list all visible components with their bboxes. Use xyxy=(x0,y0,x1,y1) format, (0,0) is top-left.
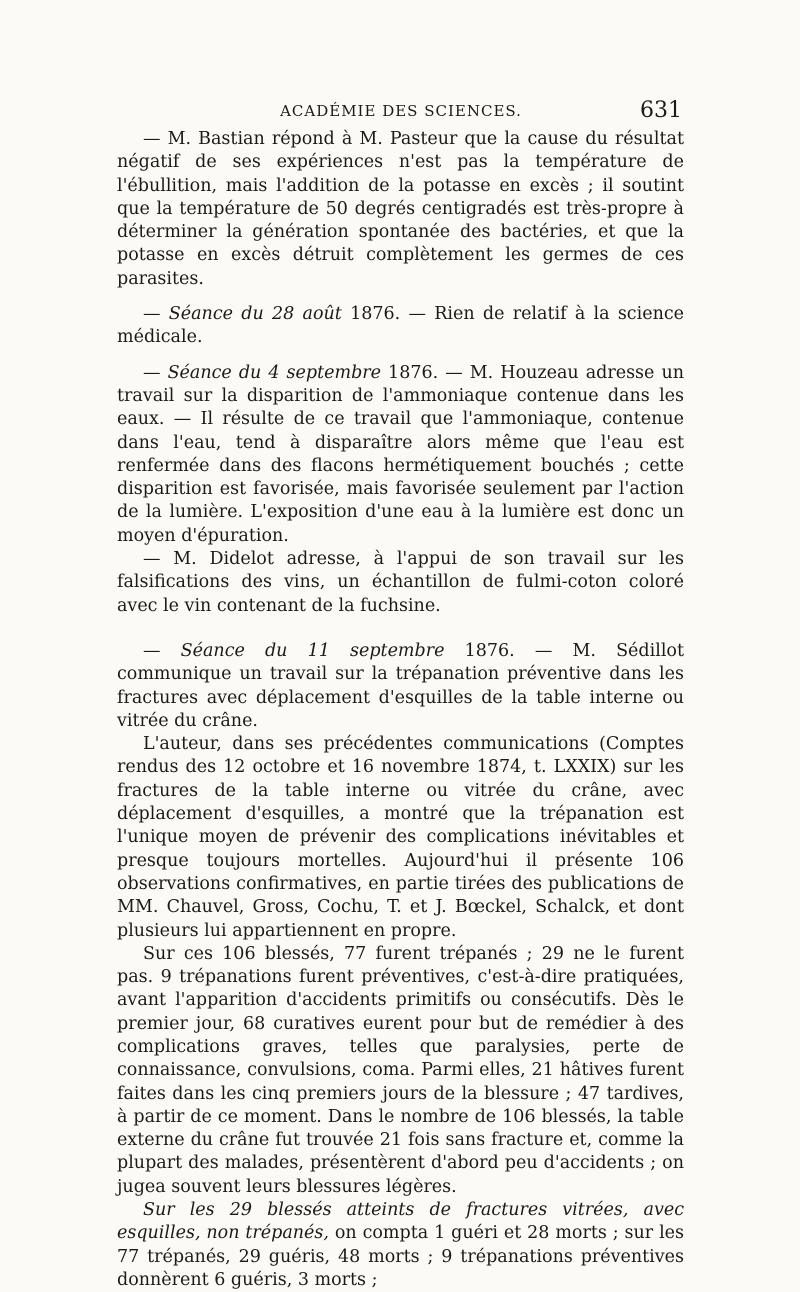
paragraph-seance-4-septembre xyxy=(117,362,684,548)
page-number: 631 xyxy=(640,98,682,123)
paragraph-italic-lead: Sur les 29 blessés atteints de fractures vitrées, avec esquilles, non trépanés, xyxy=(117,1200,684,1244)
seance-date: Séance du 11 septembre xyxy=(180,640,445,661)
paragraph-resultats xyxy=(117,1199,684,1292)
header-title: ACADÉMIE DES SCIENCES. xyxy=(280,102,522,120)
paragraph-text: 1876. — Rien de relatif à la science médicale. xyxy=(117,304,684,348)
page-body xyxy=(117,128,684,1292)
paragraph-lead: — xyxy=(143,640,181,661)
paragraph-text: Sur ces 106 blessés, 77 furent trépanés ; 29 ne le furent pas. 9 trépanations furent préventives, c'est-à-dire pratiquées, avant l'apparition d'accidents primitifs ou consécutifs. Dès le premier jour, 68 curatives eurent pour but de remédier à des complications graves, telles que paralysies, perte de connaissance, convulsions, coma. Parmi elles, 21 hâtives furent faites dans les cinq premiers jours de la blessure ; 47 tardives, à partir de ce moment. Dans le nombre de 106 blessés, la table externe du crâne fut trouvée 21 fois sans fracture et, comme la plupart des malades, présentèrent d'abord peu d'accidents ; on jugea souvent leurs blessures légères. xyxy=(117,943,684,1197)
paragraph-lead: — xyxy=(143,362,168,383)
seance-date: Séance du 4 septembre xyxy=(167,362,381,383)
paragraph-text: L'auteur, dans ses précédentes communications (Comptes rendus des 12 octobre et 16 novembre 1874, t. LXXIX) sur les fractures de la table interne ou vitrée du crâne, avec déplacement d'esquilles, a montré que la trépanation est l'unique moyen de prévenir des complications inévitables et presque toujours mortelles. Aujourd'hui il présente 106 observations confirmatives, en partie tirées des publications de MM. Chauvel, Gross, Cochu, T. et J. Bœckel, Schalck, et dont plusieurs lui appartiennent en propre. xyxy=(117,734,684,941)
paragraph-lead: — xyxy=(143,304,169,325)
paragraph-bastian xyxy=(117,128,684,291)
paragraph-seance-28-aout xyxy=(117,303,684,350)
seance-date: Séance du 28 août xyxy=(168,304,342,325)
paragraph-text: — M. Didelot adresse, à l'appui de son travail sur les falsifications des vins, un échantillon de fulmi-coton coloré avec le vin contenant de la fuchsine. xyxy=(117,549,684,616)
paragraph-didelot xyxy=(117,548,684,618)
running-header xyxy=(120,98,682,128)
paragraph-auteur xyxy=(117,733,684,943)
paragraph-statistiques xyxy=(117,943,684,1199)
paragraph-text: — M. Bastian répond à M. Pasteur que la cause du résultat négatif de ses expériences n'est pas la température de l'ébullition, mais l'addition de la potasse en excès ; il soutint que la température de 50 degrés centigradés est très-propre à déterminer la génération spontanée des bactéries, et que la potasse en excès détruit complètement les germes de ces parasites. xyxy=(117,129,684,289)
paragraph-text: 1876. — M. Sédillot communique un travail sur la trépanation préventive dans les fractures avec déplacement d'esquilles de la table interne ou vitrée du crâne. xyxy=(117,640,684,731)
paragraph-text: 1876. — M. Houzeau adresse un travail sur la disparition de l'ammoniaque contenue dans les eaux. — Il résulte de ce travail que l'ammoniaque, contenue dans l'eau, tend à disparaître alors même que l'eau est renfermée dans des flacons hermétiquement bouchés ; cette disparition est favorisée, mais favorisée seulement par l'action de la lumière. L'exposition d'une eau à la lumière est donc un moyen d'épuration. xyxy=(117,362,684,546)
paragraph-seance-11-septembre xyxy=(117,640,684,733)
paragraph-text: on compta 1 guéri et 28 morts ; sur les 77 trépanés, 29 guéris, 48 morts ; 9 trépanations préventives donnèrent 6 guéris, 3 morts ; xyxy=(117,1223,685,1290)
